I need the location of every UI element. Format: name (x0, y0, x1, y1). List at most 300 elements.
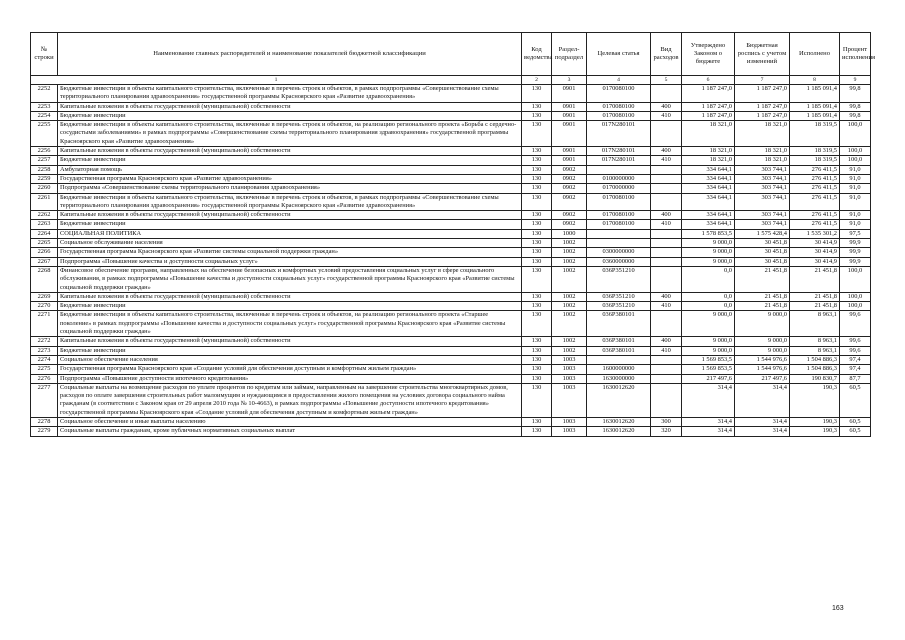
row-vr (651, 85, 682, 103)
row-vr: 400 (651, 147, 682, 156)
row-pct: 99,6 (840, 311, 871, 337)
row-pct: 99,9 (840, 248, 871, 257)
row-razd: 0902 (552, 184, 587, 193)
colnum-8: 8 (790, 76, 840, 85)
row-isp: 21 451,8 (790, 266, 840, 292)
row-utv: 0,0 (682, 302, 735, 311)
row-name: Бюджетные инвестиции (58, 156, 522, 165)
row-cs: 0170080100 (587, 111, 651, 120)
row-number: 2276 (31, 374, 58, 383)
row-utv: 9 000,0 (682, 248, 735, 257)
row-cs: 0170000000 (587, 184, 651, 193)
table-row (31, 257, 871, 266)
table-row (31, 184, 871, 193)
row-vr: 320 (651, 427, 682, 436)
row-number: 2267 (31, 257, 58, 266)
row-isp: 1 185 091,4 (790, 111, 840, 120)
row-ved: 130 (522, 365, 552, 374)
row-pct: 60,5 (840, 427, 871, 436)
row-ros: 18 321,0 (735, 147, 790, 156)
row-ros: 303 744,1 (735, 174, 790, 183)
row-pct: 99,9 (840, 257, 871, 266)
row-ros: 21 451,8 (735, 266, 790, 292)
row-pct: 97,5 (840, 229, 871, 238)
row-ved: 130 (522, 355, 552, 364)
table-row (31, 346, 871, 355)
table-row (31, 383, 871, 417)
row-vr (651, 174, 682, 183)
table-row (31, 248, 871, 257)
row-number: 2266 (31, 248, 58, 257)
row-pct: 91,0 (840, 220, 871, 229)
row-number: 2279 (31, 427, 58, 436)
row-vr: 400 (651, 102, 682, 111)
colnum-9: 9 (840, 76, 871, 85)
row-name: Капитальные вложения в объекты государственной (муниципальной) собственности (58, 337, 522, 346)
row-utv: 18 321,0 (682, 156, 735, 165)
row-utv: 1 187 247,0 (682, 102, 735, 111)
row-razd: 1002 (552, 266, 587, 292)
row-cs: 1630012620 (587, 417, 651, 426)
row-number: 2254 (31, 111, 58, 120)
row-vr (651, 311, 682, 337)
row-vr (651, 365, 682, 374)
row-number: 2255 (31, 121, 58, 147)
row-ved: 130 (522, 374, 552, 383)
row-pct: 97,4 (840, 365, 871, 374)
table-row (31, 220, 871, 229)
row-ros: 303 744,1 (735, 165, 790, 174)
row-ros: 9 000,0 (735, 311, 790, 337)
row-razd: 0902 (552, 193, 587, 211)
row-number: 2261 (31, 193, 58, 211)
row-isp: 190,3 (790, 427, 840, 436)
row-utv: 334 644,1 (682, 165, 735, 174)
row-razd: 0902 (552, 174, 587, 183)
row-cs: 0100000000 (587, 174, 651, 183)
row-razd: 0901 (552, 147, 587, 156)
row-number: 2277 (31, 383, 58, 417)
colnum-7: 7 (735, 76, 790, 85)
row-razd: 0901 (552, 111, 587, 120)
row-ros: 30 451,8 (735, 248, 790, 257)
row-utv: 1 569 853,5 (682, 355, 735, 364)
row-ros: 30 451,8 (735, 257, 790, 266)
row-cs: 1630012620 (587, 427, 651, 436)
row-pct: 87,7 (840, 374, 871, 383)
row-pct: 99,8 (840, 85, 871, 103)
row-pct: 100,0 (840, 121, 871, 147)
row-name: Капитальные вложения в объекты государственной (муниципальной) собственности (58, 292, 522, 301)
row-vr (651, 121, 682, 147)
row-isp: 18 319,5 (790, 147, 840, 156)
row-name: Государственная программа Красноярского края «Развитие здравоохранения» (58, 174, 522, 183)
row-utv: 334 644,1 (682, 220, 735, 229)
row-number: 2252 (31, 85, 58, 103)
row-ros: 18 321,0 (735, 121, 790, 147)
row-razd: 0902 (552, 211, 587, 220)
row-cs: 036P351210 (587, 266, 651, 292)
row-pct: 91,0 (840, 184, 871, 193)
row-number: 2268 (31, 266, 58, 292)
row-vr: 410 (651, 111, 682, 120)
row-isp: 30 414,9 (790, 239, 840, 248)
header-pct: Процент исполнения (840, 33, 871, 76)
colnum-5: 5 (651, 76, 682, 85)
row-razd: 1002 (552, 239, 587, 248)
table-row (31, 365, 871, 374)
row-pct: 91,0 (840, 211, 871, 220)
row-utv: 334 644,1 (682, 184, 735, 193)
row-utv: 334 644,1 (682, 211, 735, 220)
row-razd: 1000 (552, 229, 587, 238)
row-isp: 1 185 091,4 (790, 102, 840, 111)
row-name: Бюджетные инвестиции в объекты капитального строительства, включенные в перечень строек и объектов, в рамках подпрограммы «Совершенствование схемы территориального планирования здравоохранения» государственной программы Красноярского края «Развитие здравоохранения» (58, 85, 522, 103)
table-row (31, 165, 871, 174)
row-ros: 21 451,8 (735, 302, 790, 311)
row-razd: 1002 (552, 248, 587, 257)
row-utv: 334 644,1 (682, 174, 735, 183)
row-vr (651, 229, 682, 238)
row-number: 2272 (31, 337, 58, 346)
row-vr (651, 266, 682, 292)
row-isp: 190 830,7 (790, 374, 840, 383)
table-row (31, 102, 871, 111)
row-name: Амбулаторная помощь (58, 165, 522, 174)
row-pct: 100,0 (840, 147, 871, 156)
row-vr (651, 184, 682, 193)
row-ved: 130 (522, 311, 552, 337)
row-pct: 60,5 (840, 383, 871, 417)
row-isp: 30 414,9 (790, 248, 840, 257)
row-vr: 400 (651, 211, 682, 220)
row-ved: 130 (522, 239, 552, 248)
row-cs: 1630012620 (587, 383, 651, 417)
row-name: Бюджетные инвестиции (58, 220, 522, 229)
colnum-1: 1 (31, 76, 522, 85)
row-ved: 130 (522, 229, 552, 238)
row-number: 2271 (31, 311, 58, 337)
table-row (31, 156, 871, 165)
row-cs: 0170080100 (587, 102, 651, 111)
row-utv: 9 000,0 (682, 346, 735, 355)
row-utv: 9 000,0 (682, 239, 735, 248)
row-utv: 18 321,0 (682, 121, 735, 147)
row-number: 2259 (31, 174, 58, 183)
row-name: Бюджетные инвестиции в объекты капитального строительства, включенные в перечень строек и объектов, на реализацию регионального проекта «Борьба с сердечно-сосудистыми заболеваниями» в рамках подпрограммы «Совершенствование схемы территориального планирования здравоохранения» государственной программы Красноярского края «Развитие здравоохранения» (58, 121, 522, 147)
row-ved: 130 (522, 266, 552, 292)
row-ros: 314,4 (735, 427, 790, 436)
row-cs: 036P351210 (587, 302, 651, 311)
row-ros: 314,4 (735, 417, 790, 426)
row-ved: 130 (522, 174, 552, 183)
row-name: Бюджетные инвестиции в объекты капитального строительства, включенные в перечень строек и объектов, в рамках подпрограммы «Совершенствование схемы территориального планирования здравоохранения» государственной программы Красноярского края «Развитие здравоохранения» (58, 193, 522, 211)
row-utv: 0,0 (682, 292, 735, 301)
row-vr: 400 (651, 292, 682, 301)
table-row (31, 85, 871, 103)
table-row (31, 292, 871, 301)
row-ved: 130 (522, 121, 552, 147)
table-row (31, 147, 871, 156)
row-isp: 276 411,5 (790, 174, 840, 183)
table-row (31, 302, 871, 311)
table-row (31, 211, 871, 220)
row-ved: 130 (522, 337, 552, 346)
row-number: 2269 (31, 292, 58, 301)
table-row (31, 121, 871, 147)
row-utv: 314,4 (682, 427, 735, 436)
row-ros: 1 187 247,0 (735, 102, 790, 111)
row-name: Бюджетные инвестиции (58, 111, 522, 120)
row-name: Социальное обслуживание населения (58, 239, 522, 248)
row-isp: 21 451,8 (790, 302, 840, 311)
row-ved: 130 (522, 156, 552, 165)
row-pct: 100,0 (840, 302, 871, 311)
row-vr (651, 374, 682, 383)
row-ved: 130 (522, 147, 552, 156)
table-row (31, 427, 871, 436)
row-isp: 1 535 301,2 (790, 229, 840, 238)
row-vr (651, 165, 682, 174)
row-razd: 1003 (552, 355, 587, 364)
row-razd: 1002 (552, 346, 587, 355)
row-isp: 190,3 (790, 383, 840, 417)
row-utv: 314,4 (682, 417, 735, 426)
row-cs: 1600000000 (587, 365, 651, 374)
header-cs: Целевая статья (587, 33, 651, 76)
row-pct: 99,6 (840, 346, 871, 355)
budget-table (30, 32, 876, 437)
row-ved: 130 (522, 111, 552, 120)
row-ved: 130 (522, 427, 552, 436)
row-number: 2278 (31, 417, 58, 426)
row-ros: 303 744,1 (735, 193, 790, 211)
row-razd: 1003 (552, 417, 587, 426)
row-ros: 303 744,1 (735, 211, 790, 220)
row-name: Социальные выплаты гражданам, кроме публичных нормативных социальных выплат (58, 427, 522, 436)
row-ved: 130 (522, 102, 552, 111)
row-utv: 18 321,0 (682, 147, 735, 156)
row-name: Бюджетные инвестиции в объекты капитального строительства, включенные в перечень строек и объектов, на реализацию регионального проекта «Старшее поколение» в рамках подпрограммы «Повышение качества и доступности социальных услуг» государственной программы Красноярского края «Развитие системы социальной поддержки граждан» (58, 311, 522, 337)
row-utv: 9 000,0 (682, 311, 735, 337)
row-name: Государственная программа Красноярского края «Создание условий для обеспечения доступным и комфортным жильем граждан» (58, 365, 522, 374)
row-name: Подпрограмма «Совершенствование схемы территориального планирования здравоохранения» (58, 184, 522, 193)
row-utv: 1 569 853,5 (682, 365, 735, 374)
row-isp: 21 451,8 (790, 292, 840, 301)
row-number: 2257 (31, 156, 58, 165)
header-razd: Раздел-подраздел (552, 33, 587, 76)
row-number: 2273 (31, 346, 58, 355)
row-ved: 130 (522, 211, 552, 220)
row-utv: 9 000,0 (682, 257, 735, 266)
row-number: 2260 (31, 184, 58, 193)
row-number: 2262 (31, 211, 58, 220)
table-row (31, 266, 871, 292)
row-utv: 1 187 247,0 (682, 111, 735, 120)
table-row (31, 337, 871, 346)
row-razd: 1003 (552, 383, 587, 417)
row-name: Социальное обеспечение и иные выплаты населению (58, 417, 522, 426)
row-vr (651, 257, 682, 266)
row-name: Финансовое обеспечение программ, направленных на обеспечение безопасных и комфортных условий предоставления социальных услуг в сфере социального обслуживания, в рамках подпрограммы «Повышение качества и доступности социальных услуг» государственной программы Красноярского края «Развитие системы социальной поддержки граждан» (58, 266, 522, 292)
row-pct: 99,8 (840, 111, 871, 120)
row-ros: 314,4 (735, 383, 790, 417)
row-number: 2265 (31, 239, 58, 248)
row-ros: 217 497,6 (735, 374, 790, 383)
row-isp: 1 504 886,3 (790, 365, 840, 374)
row-number: 2263 (31, 220, 58, 229)
row-razd: 0902 (552, 165, 587, 174)
row-vr: 410 (651, 302, 682, 311)
row-pct: 100,0 (840, 292, 871, 301)
row-name: Подпрограмма «Повышение доступности ипотечного кредитования» (58, 374, 522, 383)
row-ved: 130 (522, 165, 552, 174)
row-cs (587, 355, 651, 364)
row-vr: 300 (651, 417, 682, 426)
row-pct: 99,9 (840, 239, 871, 248)
row-razd: 0902 (552, 220, 587, 229)
row-ros: 1 575 428,4 (735, 229, 790, 238)
row-utv: 0,0 (682, 266, 735, 292)
row-pct: 99,6 (840, 337, 871, 346)
row-razd: 1003 (552, 427, 587, 436)
row-ros: 1 544 976,6 (735, 365, 790, 374)
row-ros: 18 321,0 (735, 156, 790, 165)
row-isp: 276 411,5 (790, 165, 840, 174)
header-utv: Утверждено Законом о бюджете (682, 33, 735, 76)
row-vr (651, 355, 682, 364)
row-razd: 1003 (552, 365, 587, 374)
row-cs: 017N280101 (587, 156, 651, 165)
row-cs: 036P380101 (587, 346, 651, 355)
row-name: Социальные выплаты на возмещение расходов по уплате процентов по кредитам или займам, направленным на завершение строительства многоквартирных домов, расходов по оплате завершения строительных работ малоимущим и нуждающимся в предоставлении жилого помещения на условиях договора социального найма гражданам (в соответствии с Законом края от 29 апреля 2010 года № 10-4663), в рамках подпрограммы «Повышение доступности ипотечного кредитования» государственной программы Красноярского края «Создание условий для обеспечения доступным и комфортным жильем граждан» (58, 383, 522, 417)
table-row (31, 374, 871, 383)
row-cs: 0170080100 (587, 220, 651, 229)
colnum-4: 4 (587, 76, 651, 85)
row-number: 2264 (31, 229, 58, 238)
row-pct: 97,4 (840, 355, 871, 364)
row-number: 2258 (31, 165, 58, 174)
row-ros: 1 187 247,0 (735, 85, 790, 103)
header-isp: Исполнено (790, 33, 840, 76)
row-isp: 18 319,5 (790, 156, 840, 165)
row-isp: 276 411,5 (790, 193, 840, 211)
row-utv: 1 187 247,0 (682, 85, 735, 103)
row-vr (651, 239, 682, 248)
row-number: 2270 (31, 302, 58, 311)
table-row (31, 355, 871, 364)
row-isp: 18 319,5 (790, 121, 840, 147)
row-ros: 9 000,0 (735, 337, 790, 346)
colnum-3: 3 (552, 76, 587, 85)
row-cs: 0170080100 (587, 211, 651, 220)
row-cs: 0170080100 (587, 193, 651, 211)
row-cs (587, 229, 651, 238)
table-row (31, 111, 871, 120)
row-name: Капитальные вложения в объекты государственной (муниципальной) собственности (58, 102, 522, 111)
header-name: Наименование главных распорядителей и наименование показателей бюджетной классификации (58, 33, 522, 76)
row-name: Капитальные вложения в объекты государственной (муниципальной) собственности (58, 147, 522, 156)
row-razd: 0901 (552, 102, 587, 111)
row-number: 2253 (31, 102, 58, 111)
row-cs: 0300000000 (587, 248, 651, 257)
row-name: Государственная программа Красноярского края «Развитие системы социальной поддержки граждан» (58, 248, 522, 257)
row-ved: 130 (522, 383, 552, 417)
row-isp: 8 963,1 (790, 346, 840, 355)
row-vr: 410 (651, 220, 682, 229)
row-ros: 1 544 976,6 (735, 355, 790, 364)
header-row-num: № строки (31, 33, 58, 76)
header-ved: Код ведомства (522, 33, 552, 76)
row-name: Подпрограмма «Повышение качества и доступности социальных услуг» (58, 257, 522, 266)
row-ved: 130 (522, 302, 552, 311)
row-ved: 130 (522, 346, 552, 355)
row-vr (651, 193, 682, 211)
column-number-row (31, 76, 871, 85)
header-row (31, 33, 871, 76)
row-cs: 0360000000 (587, 257, 651, 266)
row-razd: 1002 (552, 292, 587, 301)
row-ved: 130 (522, 85, 552, 103)
table-row (31, 174, 871, 183)
row-number: 2256 (31, 147, 58, 156)
row-vr: 410 (651, 156, 682, 165)
row-name: СОЦИАЛЬНАЯ ПОЛИТИКА (58, 229, 522, 238)
table-row (31, 229, 871, 238)
row-ros: 9 000,0 (735, 346, 790, 355)
row-ved: 130 (522, 184, 552, 193)
row-name: Капитальные вложения в объекты государственной (муниципальной) собственности (58, 211, 522, 220)
row-isp: 190,3 (790, 417, 840, 426)
row-cs: 0170080100 (587, 85, 651, 103)
row-pct: 100,0 (840, 156, 871, 165)
row-utv: 334 644,1 (682, 193, 735, 211)
table-body (31, 85, 871, 437)
row-ved: 130 (522, 257, 552, 266)
row-number: 2275 (31, 365, 58, 374)
row-ved: 130 (522, 292, 552, 301)
row-ros: 303 744,1 (735, 220, 790, 229)
row-razd: 1002 (552, 302, 587, 311)
row-ved: 130 (522, 248, 552, 257)
row-razd: 1003 (552, 374, 587, 383)
table-row (31, 193, 871, 211)
row-isp: 276 411,5 (790, 220, 840, 229)
header-ros: Бюджетная роспись с учетом изменений (735, 33, 790, 76)
row-isp: 1 185 091,4 (790, 85, 840, 103)
row-ved: 130 (522, 220, 552, 229)
row-pct: 91,0 (840, 193, 871, 211)
row-utv: 1 578 853,5 (682, 229, 735, 238)
row-vr (651, 383, 682, 417)
row-vr: 400 (651, 337, 682, 346)
row-cs: 036P380101 (587, 337, 651, 346)
row-cs (587, 165, 651, 174)
row-utv: 9 000,0 (682, 337, 735, 346)
row-razd: 0901 (552, 85, 587, 103)
row-utv: 217 497,6 (682, 374, 735, 383)
row-number: 2274 (31, 355, 58, 364)
row-vr (651, 248, 682, 257)
row-isp: 276 411,5 (790, 184, 840, 193)
row-isp: 276 411,5 (790, 211, 840, 220)
row-isp: 30 414,9 (790, 257, 840, 266)
page-number: 163 (832, 605, 844, 612)
row-cs: 017N280101 (587, 147, 651, 156)
row-isp: 8 963,1 (790, 311, 840, 337)
row-cs (587, 239, 651, 248)
row-name: Бюджетные инвестиции (58, 302, 522, 311)
